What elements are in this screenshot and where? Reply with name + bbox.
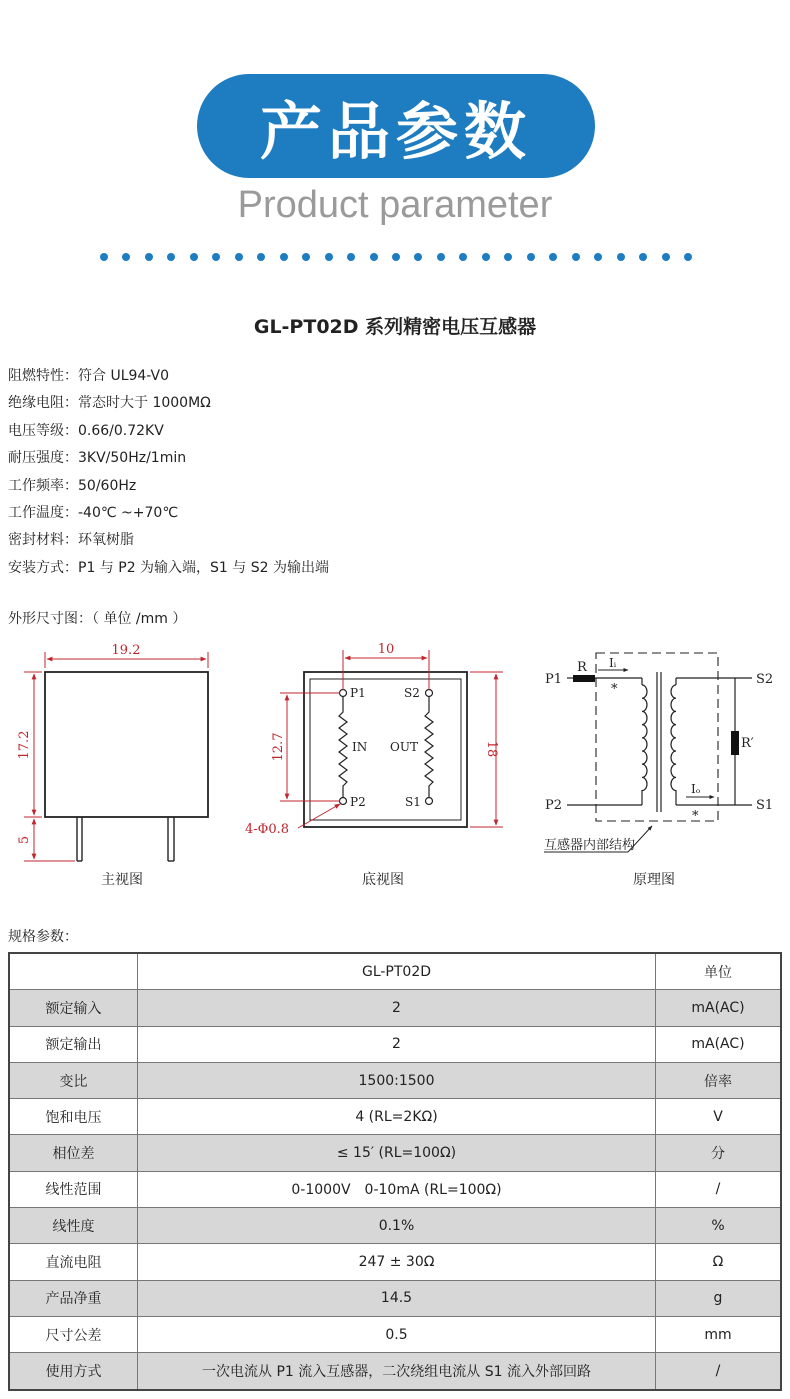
spec-voltage-class: 电压等级：0.66/0.72KV — [8, 422, 164, 439]
bottom-holes-label: 4-Φ0.8 — [245, 822, 289, 837]
divider-dot — [527, 253, 535, 261]
spec-table — [8, 952, 782, 1391]
spec-flame: 阻燃特性：符合 UL94-V0 — [8, 368, 170, 384]
divider-dot — [167, 253, 175, 261]
table-row — [9, 1062, 781, 1098]
divider-dot — [482, 253, 490, 261]
resistor-r-prime — [731, 731, 739, 755]
page-title: 产品参数 — [259, 94, 532, 168]
bottom-in-label: IN — [352, 740, 368, 754]
schem-s1-label: S1 — [756, 798, 774, 813]
table-row — [9, 1280, 781, 1316]
table-cell-value: 2 — [138, 990, 656, 1026]
primary-coil — [642, 685, 647, 791]
pin-s2-hole — [426, 690, 433, 697]
table-cell-param: 线性范围 — [9, 1171, 138, 1207]
output-winding — [425, 697, 433, 797]
page-subtitle: Product parameter — [237, 184, 553, 226]
front-width-label: 19.2 — [111, 643, 141, 658]
schem-p2-label: P2 — [545, 798, 563, 813]
bottom-s2-label: S2 — [404, 686, 420, 700]
table-cell-unit: g — [656, 1280, 782, 1316]
divider-dot — [594, 253, 602, 261]
bottom-span-label: 12.7 — [271, 732, 286, 762]
table-cell-value: 0.5 — [138, 1316, 656, 1352]
table-cell-value: 一次电流从 P1 流入互感器，二次绕组电流从 S1 流入外部回路 — [138, 1353, 656, 1390]
table-cell-param: 使用方式 — [9, 1353, 138, 1390]
schem-note: 互感器内部结构 — [544, 838, 636, 853]
bottom-pitch-label: 10 — [377, 642, 395, 657]
table-cell-param: 直流电阻 — [9, 1244, 138, 1280]
table-row — [9, 1026, 781, 1062]
bottom-p2-label: P2 — [350, 795, 366, 809]
table-cell-unit: / — [656, 1353, 782, 1390]
table-cell-param: 额定输出 — [9, 1026, 138, 1062]
divider-dot — [572, 253, 580, 261]
divider-dot — [504, 253, 512, 261]
divider-dot — [145, 253, 153, 261]
divider-dot — [684, 253, 692, 261]
table-cell-unit: 倍率 — [656, 1062, 782, 1098]
spec-temperature: 工作温度：-40℃ ~+70℃ — [8, 505, 179, 522]
schem-io-label: Iₒ — [691, 782, 701, 796]
divider-dot — [212, 253, 220, 261]
bottom-view-caption: 底视图 — [362, 872, 404, 888]
bottom-depth-label: 18 — [484, 740, 499, 758]
table-cell-value: ≤ 15′ (RL=100Ω) — [138, 1135, 656, 1171]
bottom-out-label: OUT — [390, 740, 418, 754]
spec-list — [8, 363, 329, 582]
front-height-label: 17.2 — [17, 730, 32, 760]
table-header-row — [9, 953, 781, 990]
dimension-drawings — [0, 630, 790, 900]
table-cell-value: 247 ± 30Ω — [138, 1244, 656, 1280]
spec-withstand: 耐压强度：3KV/50Hz/1min — [8, 450, 187, 467]
schem-star-primary: * — [611, 682, 618, 697]
product-title: GL-PT02D 系列精密电压互感器 — [253, 316, 537, 338]
table-label: 规格参数： — [8, 929, 78, 945]
table-cell-unit: 分 — [656, 1135, 782, 1171]
divider-dot — [549, 253, 557, 261]
pin-p1-hole — [340, 690, 347, 697]
dot-divider — [100, 253, 692, 263]
bottom-s1-label: S1 — [405, 795, 421, 809]
dimensions-label: 外形尺寸图：（ 单位 /mm ） — [8, 611, 187, 627]
divider-dot — [662, 253, 670, 261]
table-cell-value: 0-1000V 0-10mA (RL=100Ω) — [138, 1171, 656, 1207]
table-cell-param: 饱和电压 — [9, 1099, 138, 1135]
divider-dot — [100, 253, 108, 261]
divider-dot — [414, 253, 422, 261]
table-row — [9, 1244, 781, 1280]
table-cell-unit: mm — [656, 1316, 782, 1352]
table-header-cell: 单位 — [656, 953, 782, 990]
front-body — [45, 672, 208, 817]
table-cell-unit: mA(AC) — [656, 990, 782, 1026]
table-cell-value: 14.5 — [138, 1280, 656, 1316]
divider-dot — [347, 253, 355, 261]
table-cell-value: 1500:1500 — [138, 1062, 656, 1098]
divider-dot — [280, 253, 288, 261]
table-row — [9, 990, 781, 1026]
divider-dot — [639, 253, 647, 261]
table-cell-unit: / — [656, 1171, 782, 1207]
table-cell-value: 0.1% — [138, 1208, 656, 1244]
divider-dot — [257, 253, 265, 261]
schem-r-prime-label: R′ — [741, 736, 754, 751]
bottom-body-outer — [304, 672, 467, 827]
table-cell-param: 变比 — [9, 1062, 138, 1098]
table-cell-unit: V — [656, 1099, 782, 1135]
table-cell-value: 4 (RL=2KΩ) — [138, 1099, 656, 1135]
secondary-coil — [671, 685, 676, 791]
table-cell-param: 线性度 — [9, 1208, 138, 1244]
divider-dot — [122, 253, 130, 261]
divider-dot — [392, 253, 400, 261]
table-cell-unit: Ω — [656, 1244, 782, 1280]
table-row — [9, 1099, 781, 1135]
front-pin-label: 5 — [17, 835, 32, 845]
divider-dot — [437, 253, 445, 261]
table-row — [9, 1171, 781, 1207]
table-cell-unit: % — [656, 1208, 782, 1244]
table-row — [9, 1316, 781, 1352]
schem-star-secondary: * — [692, 809, 699, 824]
schem-s2-label: S2 — [756, 672, 774, 687]
table-header-cell: GL-PT02D — [138, 953, 656, 990]
divider-dot — [302, 253, 310, 261]
bottom-p1-label: P1 — [350, 686, 366, 700]
resistor-r — [573, 675, 595, 682]
header-banner — [197, 74, 595, 178]
schem-p1-label: P1 — [545, 672, 563, 687]
divider-dot — [370, 253, 378, 261]
input-winding — [339, 697, 347, 797]
divider-dot — [617, 253, 625, 261]
table-cell-param: 相位差 — [9, 1135, 138, 1171]
front-view-caption: 主视图 — [101, 872, 143, 888]
schem-ii-label: Iᵢ — [609, 656, 617, 670]
table-cell-param: 尺寸公差 — [9, 1316, 138, 1352]
table-row — [9, 1208, 781, 1244]
spec-installation: 安装方式：P1 与 P2 为输入端，S1 与 S2 为输出端 — [8, 559, 329, 576]
divider-dot — [235, 253, 243, 261]
spec-sealing: 密封材料：环氧树脂 — [8, 532, 134, 549]
pin-p2-hole — [340, 798, 347, 805]
schem-r-label: R — [577, 660, 587, 675]
table-cell-unit: mA(AC) — [656, 1026, 782, 1062]
table-row — [9, 1135, 781, 1171]
front-view — [17, 643, 208, 861]
spec-frequency: 工作频率：50/60Hz — [8, 477, 137, 494]
table-header-cell — [9, 953, 138, 990]
divider-dot — [325, 253, 333, 261]
table-cell-param: 产品净重 — [9, 1280, 138, 1316]
schematic-caption: 原理图 — [633, 872, 675, 888]
bottom-view — [245, 642, 503, 837]
table-row — [9, 1353, 781, 1390]
spec-insulation: 绝缘电阻：常态时大于 1000MΩ — [8, 395, 211, 412]
table-cell-param: 额定输入 — [9, 990, 138, 1026]
divider-dot — [459, 253, 467, 261]
pin-s1-hole — [426, 798, 433, 805]
table-cell-value: 2 — [138, 1026, 656, 1062]
divider-dot — [190, 253, 198, 261]
schematic-view — [544, 653, 773, 853]
